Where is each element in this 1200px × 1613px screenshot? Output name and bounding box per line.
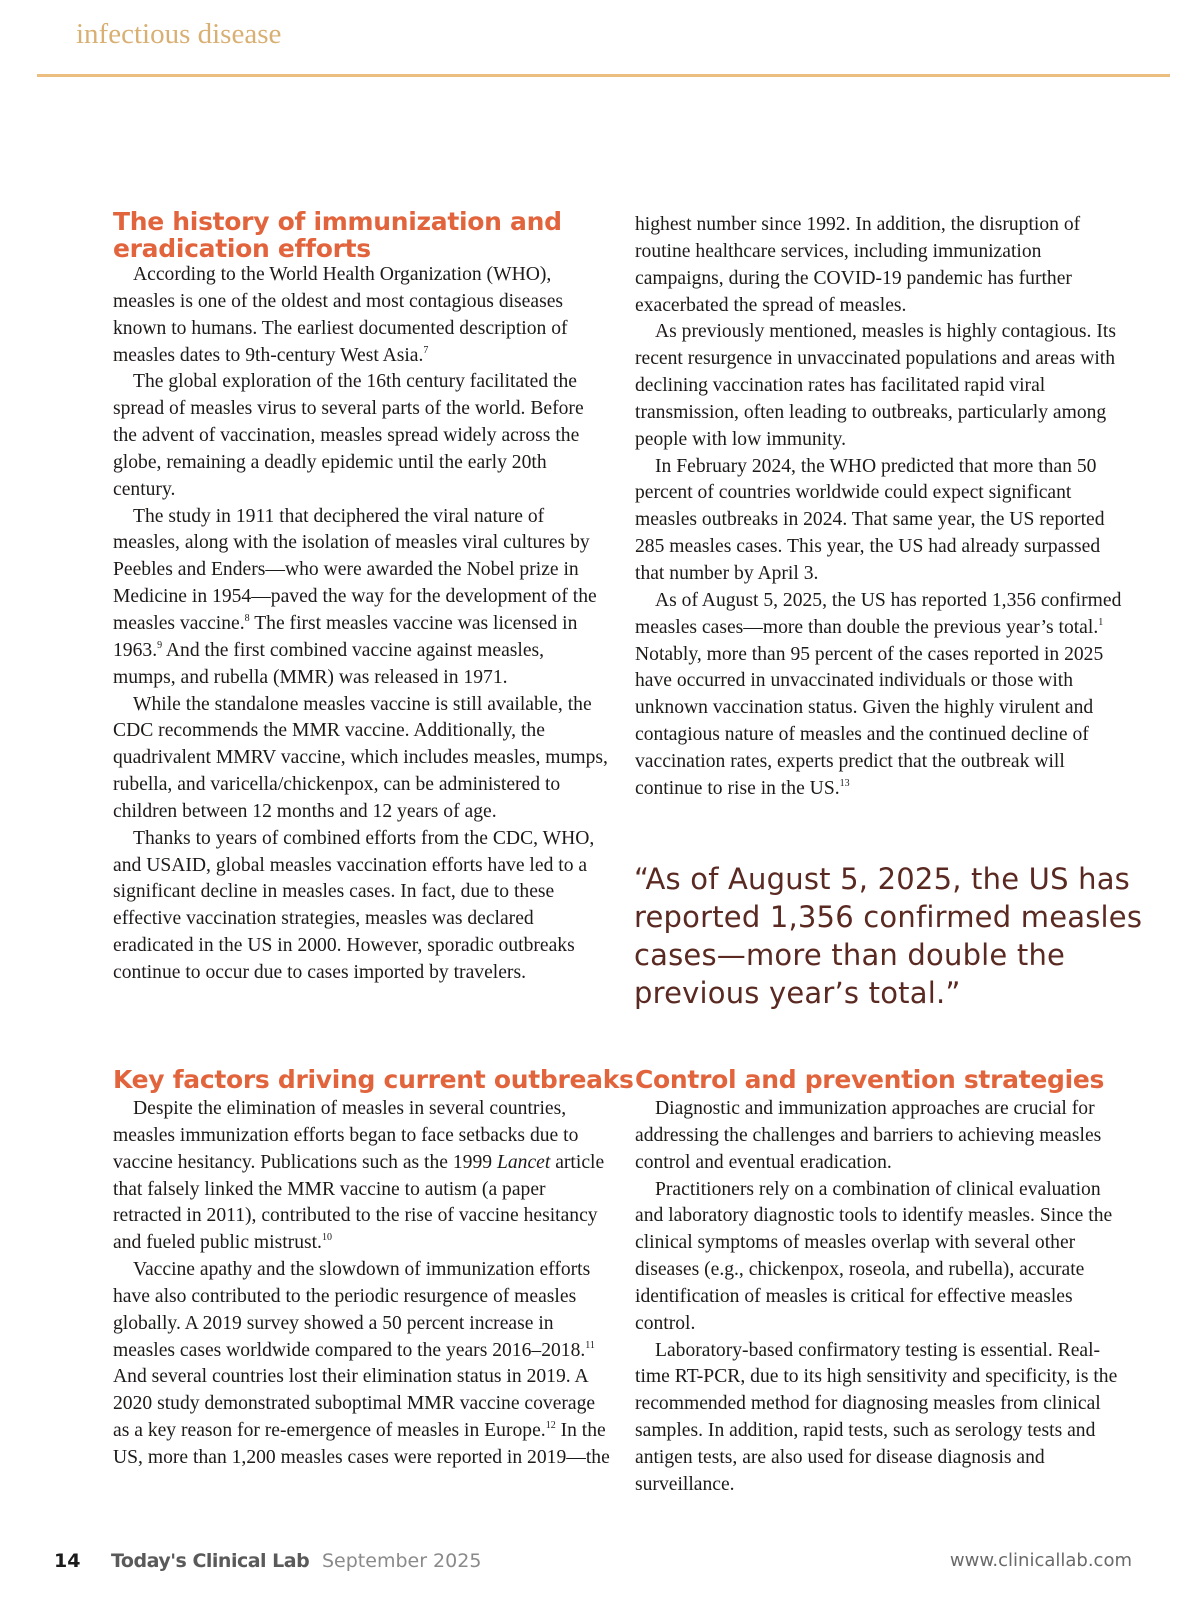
- text-run: article that falsely linked the MMR vaccine to autism (a paper retracted in 2011), contributed to the rise of vaccine hesitancy and fueled public mistrust.: [113, 1151, 605, 1254]
- text-run: highest number since 1992. In addition, the disruption of routine healthcare services, including immunization campaigns, during the COVID-19 pandemic has further exacerbated the spread of measles.: [635, 214, 1081, 316]
- key-factors-body: [113, 1096, 611, 1472]
- text-run: And the first combined vaccine against measles, mumps, and rubella (MMR) was released in 1971.: [113, 639, 545, 688]
- paragraph: [635, 212, 1133, 319]
- heading-history: The history of immunization and eradication efforts: [113, 207, 562, 263]
- right-body: [635, 212, 1133, 803]
- text-run: As previously mentioned, measles is highly contagious. Its recent resurgence in unvaccinated populations and areas with declining vaccination rates has facilitated rapid viral transmission, often leading to outbreaks, particularly among people with low immunity.: [635, 321, 1116, 450]
- text-run: Diagnostic and immunization approaches are crucial for addressing the challenges and barriers to achieving measles control and eventual eradication.: [635, 1098, 1102, 1173]
- text-run: Thanks to years of combined efforts from the CDC, WHO, and USAID, global measles vaccination efforts have led to a significant decline in measles cases. In fact, due to these effective vaccination strategies, measles was declared eradicated in the US in 2000. However, sporadic outbreaks continue to occur due to cases imported by travelers.: [113, 827, 595, 983]
- right-column: [635, 212, 1133, 803]
- citation-ref: 7: [423, 344, 429, 356]
- citation-ref: 1: [1098, 616, 1104, 628]
- text-run: While the standalone measles vaccine is still available, the CDC recommends the MMR vaccine. Additionally, the quadrivalent MMRV vaccine, which includes measles, mumps, rubella, and varicella/chickenpox, can be administered to children between 12 months and 12 years of age.: [113, 693, 608, 822]
- paragraph: [113, 1096, 611, 1257]
- header-rule: [37, 74, 1170, 77]
- text-run: In the US, more than 1,200 measles cases were reported in 2019—the: [113, 1420, 610, 1468]
- magazine-name: Today's Clinical Lab: [111, 1550, 310, 1572]
- heading-key-factors: Key factors driving current outbreaks: [113, 1065, 634, 1094]
- heading-control: Control and prevention strategies: [635, 1065, 1105, 1094]
- citation-ref: 13: [839, 777, 850, 789]
- text-run: Laboratory-based confirmatory testing is essential. Real-time RT-PCR, due to its high sensitivity and specificity, is the recommended method for diagnosing measles from clinical samples. In addition, rapid tests, such as serology tests and antigen tests, are also used for disease diagnosis and surveillance.: [635, 1339, 1118, 1495]
- text-run: The first measles vaccine was licensed in 1963.: [113, 612, 578, 661]
- citation-ref: 12: [545, 1420, 556, 1432]
- paragraph: [635, 1096, 1133, 1177]
- website-link[interactable]: www.clinicallab.com: [949, 1550, 1132, 1571]
- citation-ref: 8: [244, 612, 250, 624]
- text-run: Vaccine apathy and the slowdown of immunization efforts have also contributed to the periodic resurgence of measles globally. A 2019 survey showed a 50 percent increase in measles cases worldwide compared to the years 2016–2018.: [113, 1259, 591, 1361]
- paragraph: [113, 826, 611, 987]
- citation-ref: 11: [585, 1339, 595, 1351]
- text-run: Notably, more than 95 percent of the cases reported in 2025 have occurred in unvaccinated individuals or those with unknown vaccination status. Given the highly virulent and contagious nature of measles and the continued decline of vaccination rates, experts predict that the outbreak will continue to rise in the US.: [635, 643, 1104, 799]
- page-number: 14: [54, 1550, 81, 1572]
- pull-quote: “As of August 5, 2025, the US has reported 1,356 confirmed measles cases—more than double the previous year’s total.”: [634, 862, 1143, 1010]
- text-run: The study in 1911 that deciphered the viral nature of measles, along with the isolation of measles viral cultures by Peebles and Enders—who were awarded the Nobel prize in Medicine in 1954—paved the way for the development of the measles vaccine.: [113, 505, 597, 634]
- history-body: [113, 262, 611, 987]
- text-run: Practitioners rely on a combination of clinical evaluation and laboratory diagnostic tools to identify measles. Since the clinical symptoms of measles overlap with several other diseases (e.g., chickenpox, roseola, and rubella), accurate identification of measles is critical for effective measles control.: [635, 1178, 1113, 1334]
- paragraph: [113, 262, 611, 369]
- paragraph: [635, 588, 1133, 803]
- text-run: Despite the elimination of measles in several countries, measles immunization efforts began to face setbacks due to vaccine hesitancy. Publications such as the 1999: [113, 1098, 579, 1173]
- text-run: The global exploration of the 16th century facilitated the spread of measles virus to several parts of the world. Before the advent of vaccination, measles spread widely across the globe, remaining a deadly epidemic until the early 20th century.: [113, 371, 584, 500]
- citation-ref: 10: [321, 1232, 332, 1244]
- paragraph: [635, 1338, 1133, 1499]
- text-run: As of August 5, 2025, the US has reported 1,356 confirmed measles cases—more than double the previous year’s total.: [635, 589, 1122, 638]
- paragraph: [113, 1257, 611, 1472]
- citation-ref: 9: [157, 639, 163, 651]
- paragraph: [635, 454, 1133, 588]
- paragraph: [113, 504, 611, 692]
- paragraph: [113, 692, 611, 826]
- control-column: [635, 1096, 1133, 1499]
- control-body: [635, 1096, 1133, 1499]
- key-factors-column: [113, 1096, 611, 1472]
- paragraph: [113, 369, 611, 503]
- italic-text: Lancet: [496, 1151, 551, 1173]
- paragraph: [635, 1177, 1133, 1338]
- paragraph: [635, 319, 1133, 453]
- left-column: [113, 208, 611, 987]
- issue-date: September 2025: [322, 1550, 482, 1572]
- section-label: infectious disease: [76, 18, 282, 50]
- text-run: And several countries lost their elimination status in 2019. A 2020 study demonstrated suboptimal MMR vaccine coverage as a key reason for re-emergence of measles in Europe.: [113, 1366, 596, 1442]
- text-run: According to the World Health Organization (WHO), measles is one of the oldest and most contagious diseases known to humans. The earliest documented description of measles dates to 9th-century West Asia.: [113, 264, 568, 366]
- text-run: In February 2024, the WHO predicted that more than 50 percent of countries worldwide could expect significant measles outbreaks in 2024. That same year, the US reported 285 measles cases. This year, the US had already surpassed that number by April 3.: [635, 455, 1105, 584]
